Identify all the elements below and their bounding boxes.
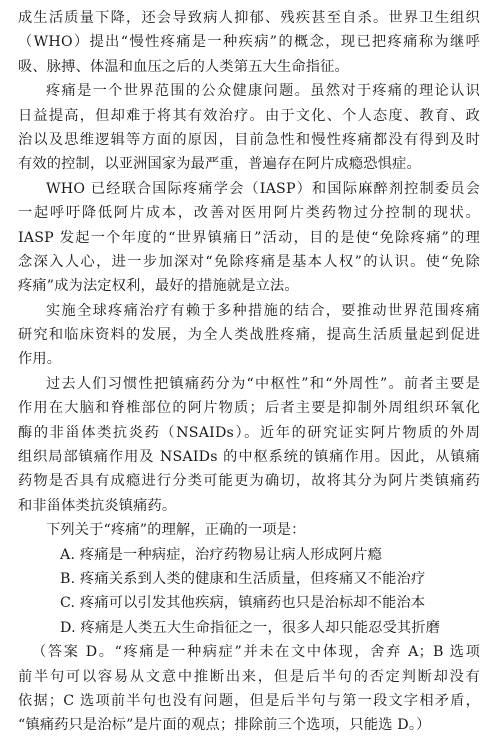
text-line: 前半句可以容易从文意中推断出来，但是后半句的否定判断却没有 <box>18 668 480 685</box>
paragraph-5 <box>18 372 480 518</box>
text-line: 成生活质量下降，还会导致病人抑郁、残疾甚至自杀。世界卫生组织 <box>18 10 480 26</box>
text-line: 作用。 <box>18 351 62 368</box>
document-page <box>18 6 480 738</box>
question-block <box>18 518 480 640</box>
question-stem: 下列关于“疼痛”的理解，正确的一项是： <box>46 522 306 539</box>
text-line: IASP 发起一个年度的“世界镇痛日”活动，目的是使“免除疼痛”的理 <box>18 229 480 246</box>
text-line: 有效的控制，以亚洲国家为最严重，普遍存在阿片成瘾恐惧症。 <box>18 156 421 173</box>
text-line: 组织局部镇痛作用及 NSAIDs 的中枢系统的镇痛作用。因此，从镇痛 <box>18 449 480 466</box>
text-line: 过去人们习惯性把镇痛药分为“中枢性”和“外周性”。前者主要是 <box>46 375 480 392</box>
text-line: 治以及思维逻辑等方面的原因，目前急性和慢性疼痛都没有得到及时 <box>18 131 480 148</box>
text-line: 实施全球疼痛治疗有赖于多种措施的结合，要推动世界范围疼痛 <box>46 302 480 319</box>
option-d: D. 疼痛是人类五大生命指征之一，很多人却只能忍受其折磨 <box>60 619 441 636</box>
option-a: A. 疼痛是一种病症，治疗药物易让病人形成阿片瘾 <box>60 546 383 563</box>
paragraph-4 <box>18 299 480 372</box>
text-line: 药物是否具有成瘾进行分类可能更为确切，故将其分为阿片类镇痛药 <box>18 473 480 490</box>
option-b: B. 疼痛关系到人类的健康和生活质量，但疼痛又不能治疗 <box>60 570 426 587</box>
text-line: 疼痛”成为法定权利，最好的措施就是立法。 <box>18 278 299 295</box>
text-line: （WHO）提出“慢性疼痛是一种疾病”的概念，现已把疼痛称为继呼 <box>18 34 480 51</box>
text-line: 研究和临床资料的发展，为全人类战胜疼痛，提高生活质量起到促进 <box>18 327 480 344</box>
text-line: 吸、脉搏、体温和血压之后的人类第五大生命指征。 <box>18 58 349 75</box>
paragraph-3 <box>18 177 480 299</box>
text-line: 疼痛是一个世界范围的公众健康问题。虽然对于疼痛的理论认识 <box>46 83 480 100</box>
text-line: （答案 D。“疼痛是一种病症”并未在文中体现，舍弃 A；B 选项 <box>32 644 480 661</box>
paragraph-2 <box>18 79 480 177</box>
text-line: 日益提高，但却难于将其有效治疗。由于文化、个人态度、教育、政 <box>18 107 480 124</box>
text-line: 作用在大脑和脊椎部位的阿片物质；后者主要是抑制外周组织环氧化 <box>18 400 480 417</box>
text-line: 依据；C 选项前半句也没有问题，但是后半句与第一段文字相矛盾， <box>18 692 480 709</box>
text-line: 念深入人心，进一步加深对“免除疼痛是基本人权”的认识。使“免除 <box>18 253 480 270</box>
paragraph-1 <box>18 6 480 79</box>
text-line: “镇痛药只是治标”是片面的观点；排除前三个选项，只能选 D。） <box>18 717 431 734</box>
option-c: C. 疼痛可以引发其他疾病，镇痛药也只是治标却不能治本 <box>60 595 426 612</box>
text-line: WHO 已经联合国际疼痛学会（IASP）和国际麻醉剂控制委员会 <box>46 180 480 197</box>
text-line: 和非甾体类抗炎镇痛药。 <box>18 497 177 514</box>
text-line: 酶的非甾体类抗炎药（NSAIDs）。近年的研究证实阿片物质的外周 <box>18 424 480 441</box>
answer-explanation <box>18 640 480 738</box>
text-line: 一起呼吁降低阿片成本，改善对医用阿片类药物过分控制的现状。 <box>18 205 480 222</box>
